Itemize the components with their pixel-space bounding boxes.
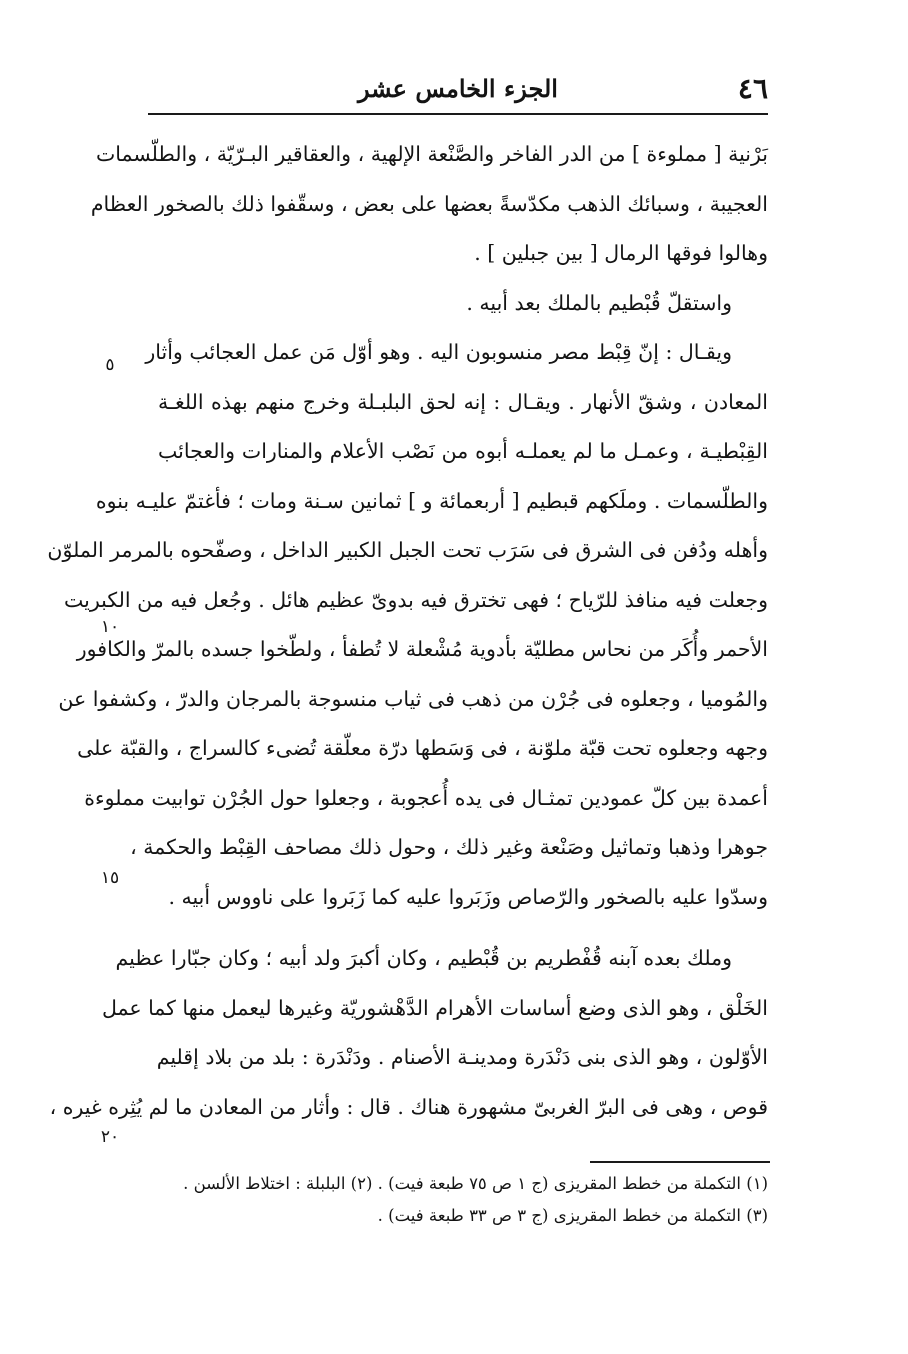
body-line-8: والطلّسمات . وملَكهم قبطيم [ أربعمائة و ] ثمانين سـنة ومات ؛ فأغتمّ عليـه بنوه: [95, 488, 768, 513]
body-line-16: وسدّوا عليه بالصخور والرّصاص وزَبَروا عليه كما زَبَروا على ناووس أبيه .: [168, 884, 768, 909]
body-line-6: المعادن ، وشقّ الأنهار . ويقـال : إنه لحق البلبـلة وخرج منهم بهذه اللغـة: [158, 389, 768, 414]
page-header: [148, 68, 768, 114]
body-line-7: القِبْطيـة ، وعمـل ما لم يعملـه أبوه من نَصْب الأعلام والمنارات والعجائب: [158, 439, 768, 463]
footnotes: [158, 1168, 768, 1232]
footnote-3: (٣) التكملة من خطط المقريزى (ج ٣ ص ٣٣ طبعة فيت) .: [377, 1206, 768, 1225]
body-line-9: وأهله ودُفن فى الشرق فى سَرَب تحت الجبل الكبير الداخل ، وصفّحوه بالمرمر الملوّن: [47, 538, 768, 562]
body-line-17: وملك بعده آبنه قُفْطريم بن قُبْطيم ، وكان أكبرَ ولد أبيه ؛ وكان جبّارا عظيم: [115, 946, 732, 970]
body-line-11: الأحمر وأُكَر من نحاس مطليّة بأدوية مُشْعلة لا تُطفأ ، ولطّخوا جسده بالمرّ والكافور: [76, 637, 768, 661]
footnote-1-2: (١) التكملة من خطط المقريزى (ج ١ ص ٧٥ طبعة فيت) . (٢) البلبلة : اختلاط الألسن .: [183, 1174, 768, 1193]
body-line-19: الأوّلون ، وهو الذى بنى دَنْدَرة ومدينـة الأصنام . ودَنْدَرة : بلد من بلاد إقليم: [156, 1045, 768, 1069]
body-line-5: ويقـال : إنّ قِبْط مصر منسوبون اليه . وهو أوّل مَن عمل العجائب وأثار: [145, 340, 732, 364]
body-line-1: بَرْنية [ مملوءة ] من الدر الفاخر والصَّنْعة الإلهية ، والعقاقير البـرّيّة ، والطلّسمات: [95, 142, 768, 166]
body-line-3: وهالوا فوقها الرمال [ بين جبلين ] .: [474, 241, 768, 265]
line-marker-20: ٢٠: [100, 1127, 120, 1147]
body-line-20: قوص ، وهى فى البرّ الغربىّ مشهورة هناك . قال : وأثار من المعادن ما لم يُثِره غيره ،: [49, 1094, 768, 1119]
line-marker-10: ١٠: [100, 617, 120, 637]
body-line-15: جوهرا وذهبا وتماثيل وصَنْعة وغير ذلك ، وحول ذلك مصاحف القِبْط والحكمة ،: [130, 835, 768, 859]
footnote-rule: [590, 1161, 770, 1163]
body-line-12: والمُوميا ، وجعلوه فى جُرْن من ذهب فى ثياب منسوجة بالمرجان والدرّ ، وكشفوا عن: [58, 686, 768, 711]
header-rule: [148, 113, 768, 115]
line-marker-15: ١٥: [100, 868, 120, 888]
body-line-2: العجيبة ، وسبائك الذهب مكدّسةً بعضها على بعض ، وسقّفوا ذلك بالصخور العظام: [90, 191, 768, 216]
body-line-10: وجعلت فيه منافذ للرّياح ؛ فهى تخترق فيه بدوىّ عظيم هائل . وجُعل فيه من الكبريت: [63, 587, 768, 612]
body-line-4: واستقلّ قُبْطيم بالملك بعد أبيه .: [466, 290, 732, 315]
body-line-14: أعمدة بين كلّ عمودين تمثـال فى يده أُعجوبة ، وجعلوا حول الجُرْن توابيت مملوءة: [84, 785, 768, 810]
running-title: الجزء الخامس عشر: [358, 74, 558, 103]
body-line-18: الخَلْق ، وهو الذى وضع أساسات الأهرام الدَّهْشوريّة وغيرها ليعمل منها كما عمل: [101, 995, 768, 1020]
line-marker-5: ٥: [105, 355, 115, 375]
body-line-13: وجهه وجعلوه تحت قبّة ملوّنة ، فى وَسَطها درّة معلّقة تُضىء كالسراج ، والقبّة على: [77, 736, 768, 760]
page-number: ٤٦: [737, 72, 768, 105]
